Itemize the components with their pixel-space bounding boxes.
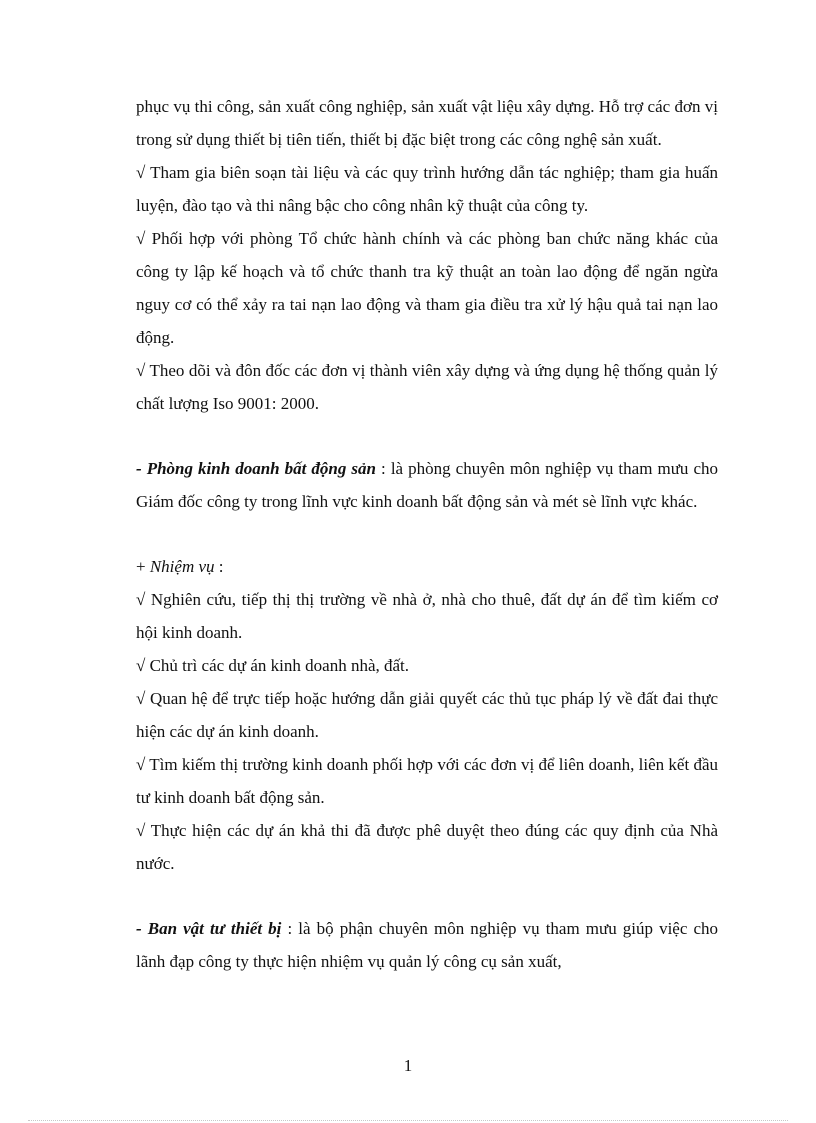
bullet-item: √ Thực hiện các dự án khả thi đã được phê duyệt theo đúng các quy định của Nhà nước. xyxy=(136,821,718,873)
task-suffix: : xyxy=(214,557,224,576)
spacer xyxy=(136,518,718,550)
bullet-item: √ Nghiên cứu, tiếp thị thị trường về nhà ở, nhà cho thuê, đất dự án để tìm kiếm cơ hội kinh doanh. xyxy=(136,590,718,642)
spacer xyxy=(136,420,718,452)
paragraph: phục vụ thi công, sản xuất công nghiệp, sản xuất vật liệu xây dựng. Hỗ trợ các đơn vị trong sử dụng thiết bị tiên tiến, thiết bị đặc biệt trong các công nghệ sản xuất. xyxy=(136,97,718,149)
section-paragraph xyxy=(136,912,718,978)
bullet-item: √ Tìm kiếm thị trường kinh doanh phối hợp với các đơn vị để liên doanh, liên kết đầu tư kinh doanh bất động sản. xyxy=(136,755,718,807)
body-text xyxy=(136,90,718,978)
bullet-item: √ Chủ trì các dự án kinh doanh nhà, đất. xyxy=(136,656,410,675)
section-heading: - Ban vật tư thiết bị xyxy=(136,919,282,938)
spacer xyxy=(136,880,718,912)
section-text: : là phòng chuyên môn nghiệp vụ tham mưu cho Giám đốc công ty trong lĩnh vực kinh doanh bất động sản và mét sè lĩnh vực khác. xyxy=(136,459,718,511)
task-prefix: + xyxy=(136,557,150,576)
task-label: Nhiệm vụ xyxy=(149,557,215,576)
section-text: : là bộ phận chuyên môn nghiệp vụ tham mưu giúp việc cho lãnh đạp công ty thực hiện nhiệm vụ quản lý công cụ sản xuất, xyxy=(136,919,718,971)
bullet-paragraph: √ Phối hợp với phòng Tổ chức hành chính và các phòng ban chức năng khác của công ty lập kế hoạch và tổ chức thanh tra kỹ thuật an toàn lao động để ngăn ngừa nguy cơ có thể xảy ra tai nạn lao động và tham gia điều tra xử lý hậu quả tai nạn lao động. xyxy=(136,229,718,347)
page-number: 1 xyxy=(403,1056,413,1075)
bullet-item: √ Quan hệ để trực tiếp hoặc hướng dẫn giải quyết các thủ tục pháp lý về đất đai thực hiện các dự án kinh doanh. xyxy=(136,689,718,741)
bullet-paragraph: √ Theo dõi và đôn đốc các đơn vị thành viên xây dựng và ứng dụng hệ thống quản lý chất lượng Iso 9001: 2000. xyxy=(136,361,718,413)
bullet-paragraph: √ Tham gia biên soạn tài liệu và các quy trình hướng dẫn tác nghiệp; tham gia huấn luyện, đào tạo và thi nâng bậc cho công nhân kỹ thuật của công ty. xyxy=(136,163,718,215)
page-bottom-divider xyxy=(28,1120,788,1121)
task-heading xyxy=(136,550,718,583)
section-heading: - Phòng kinh doanh bất động sản xyxy=(136,459,377,478)
section-paragraph xyxy=(136,452,718,518)
